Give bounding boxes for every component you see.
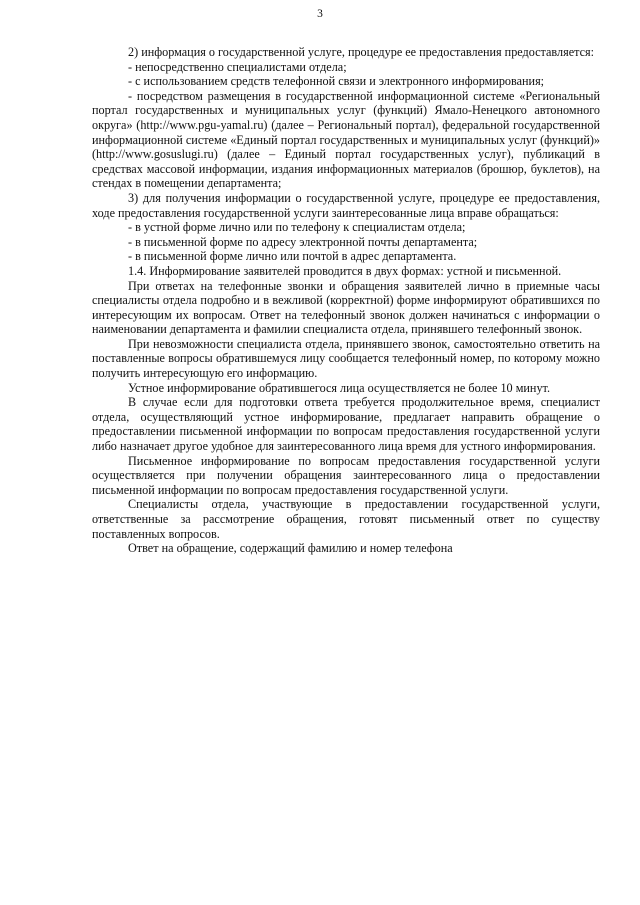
list-item-directly-by-specialists: - непосредственно специалистами отдела; bbox=[128, 59, 347, 74]
paragraph-info-provided: 2) информация о государственной услуге, процедуре ее предоставления предоставляется: bbox=[128, 45, 594, 59]
section-1-4-paragraph: 1.4. Информирование заявителей проводится в двух формах: устной и письменной. bbox=[128, 263, 562, 278]
paragraph-long-preparation: В случае если для подготовки ответа требуется продолжительное время, специалист отдела, осуществляющий устное информирование, предлагает направить обращение о предоставлении письменной информации по вопросам предоставления государственной услуги либо назначает другое удобное для заинтересованного лица время для устного информирования. bbox=[92, 395, 600, 454]
paragraph-unable-to-answer: При невозможности специалиста отдела, принявшего звонок, самостоятельно ответить на поставленные вопросы обратившемуся лицу сообщается телефонный номер, по которому можно получить интересующую его информацию. bbox=[92, 336, 600, 381]
list-item-phone-electronic: - с использованием средств телефонной связи и электронного информирования; bbox=[128, 74, 545, 89]
paragraph-written-informing: Письменное информирование по вопросам предоставления государственной услуги осуществляется при получении обращения заинтересованного лица о предоставлении письменной информации по вопросам предоставления государственной услуги. bbox=[92, 453, 600, 497]
list-item-written-form: - в письменной форме лично или почтой в адрес департамента. bbox=[128, 249, 457, 264]
list-item-oral-form: - в устной форме лично или по телефону к специалистам отдела; bbox=[128, 220, 466, 235]
paragraph-specialists-answer: Специалисты отдела, участвующие в предоставлении государственной услуги, ответственные за рассмотрение обращения, готовят письменный ответ по существу поставленных вопросов. bbox=[92, 497, 600, 541]
page-number: 3 bbox=[317, 8, 323, 20]
document-body bbox=[92, 45, 600, 556]
list-item-portals-publications: - посредством размещения в государственной информационной системе «Региональный портал государственных и муниципальных услуг (функций) Ямало-Ненецкого автономного округа» (http://www.pgu-yamal.ru) (далее – Региональный портал), федеральной государственной информационной системе «Единый портал государственных и муниципальных услуг (функций)» (http://www.gosuslugi.ru) (далее – Единый портал государственных услуг), публикаций в средствах массовой информации, издания информационных материалов (брошюр, буклетов), на стендах в помещении департамента; bbox=[92, 88, 600, 191]
paragraph-answer-contains: Ответ на обращение, содержащий фамилию и номер телефона bbox=[128, 541, 453, 556]
paragraph-oral-duration: Устное информирование обратившегося лица осуществляется не более 10 минут. bbox=[128, 380, 551, 395]
paragraph-how-to-obtain-info: 3) для получения информации о государственной услуге, процедуре ее предоставления, ходе предоставления государственной услуги заинтересованные лица вправе обращаться: bbox=[92, 190, 600, 220]
list-item-email-form: - в письменной форме по адресу электронной почты департамента; bbox=[128, 234, 478, 249]
paragraph-phone-answers: При ответах на телефонные звонки и обращения заявителей лично в приемные часы специалисты отдела подробно и в вежливой (корректной) форме информируют обратившихся по интересующим их вопросам. Ответ на телефонный звонок должен начинаться с информации о наименовании департамента и фамилии специалиста отдела, принявшего телефонный звонок. bbox=[92, 278, 600, 337]
